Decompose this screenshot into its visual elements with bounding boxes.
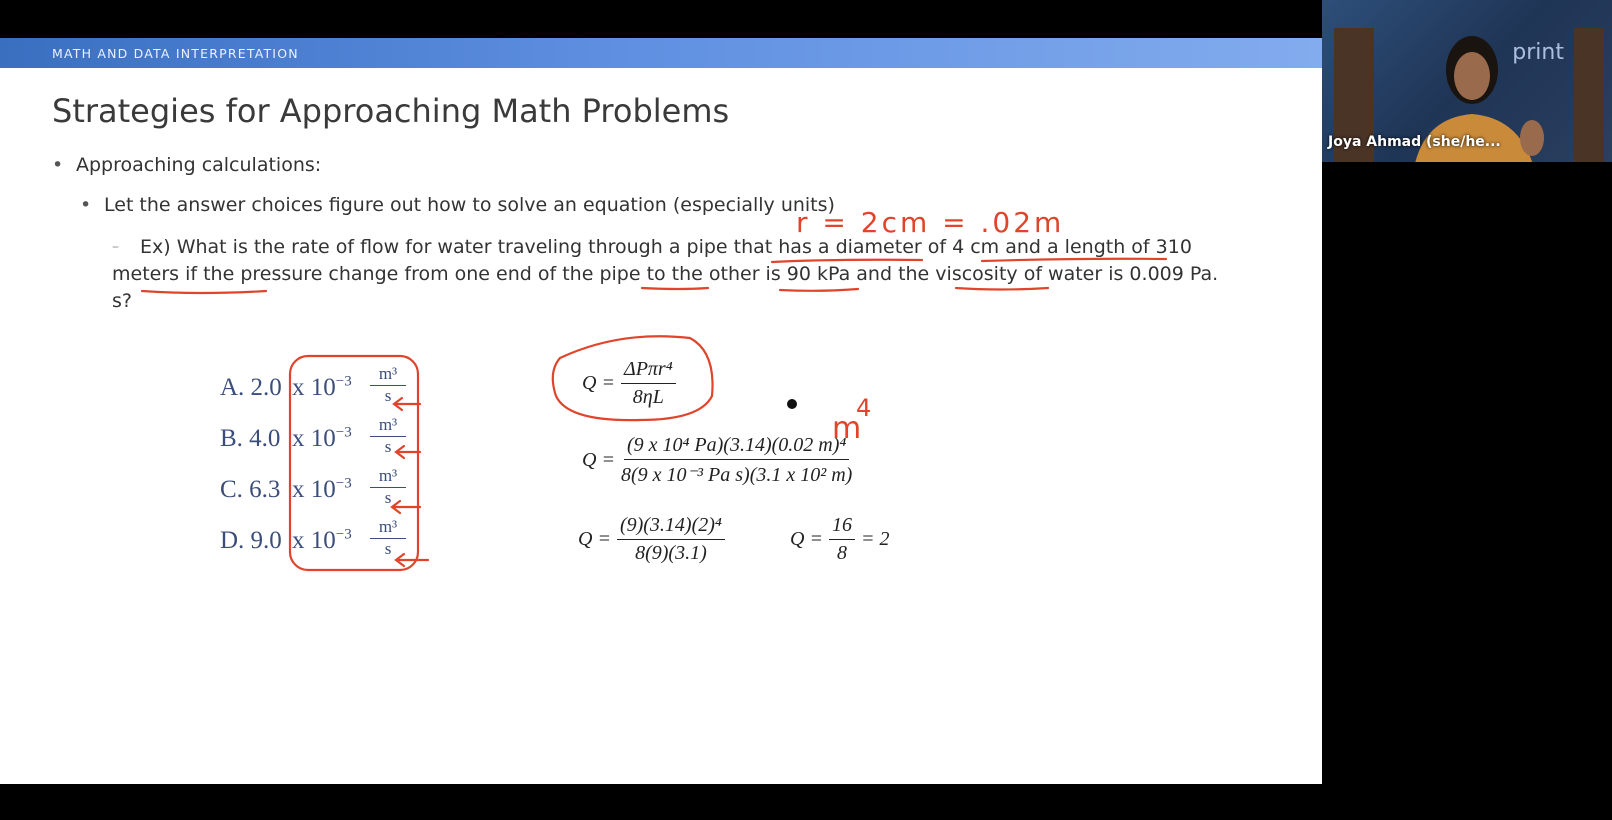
ink-radius-note: r = 2cm = .02m [796, 206, 1065, 239]
unit-fraction: $\frac{\text{m³}}{s}$ [370, 517, 406, 559]
answer-choice-b: B. 4.0 x $10^{-3}$ $\frac{\text{m³}}{s}$ [220, 425, 352, 476]
unit-fraction: $\frac{\text{m³}}{s}$ [370, 364, 406, 406]
background-brand-text: print [1512, 40, 1564, 65]
bullet-answer-choices: • Let the answer choices figure out how to solve an equation (especially units) [80, 194, 835, 216]
webcam-video-tile[interactable] [1322, 0, 1612, 162]
ink-units-exponent: 4 [856, 394, 872, 422]
answer-choice-d: D. 9.0 x $10^{-3}$ $\frac{\text{m³}}{s}$ [220, 527, 352, 578]
slide-header-bar [0, 38, 1322, 68]
presentation-slide [0, 38, 1322, 784]
ink-units-note: m [832, 411, 862, 446]
slide-title: Strategies for Approaching Math Problems [52, 92, 730, 130]
bullet-dash-icon: – [112, 239, 119, 255]
poiseuille-formula: Q = $\frac{\text{ΔPπr⁴}}{8\eta L}$ [582, 358, 682, 409]
participant-name-label: Joya Ahmad (she/he... [1328, 134, 1501, 150]
result-formula: Q = $\frac{16}{8}$ = 2 [790, 514, 890, 564]
answer-choice-c: C. 6.3 x $10^{-3}$ $\frac{\text{m³}}{s}$ [220, 476, 352, 527]
slide-section-label: MATH AND DATA INTERPRETATION [52, 46, 299, 61]
simplified-formula: Q = $\frac{\text{(9)(3.14)(2)⁴}}{8(9)(3.1)}$ [578, 514, 731, 565]
bullet-example-question: – Ex) What is the rate of flow for water traveling through a pipe that has a diameter of 4 cm and a length of 310 meters if the pressure change from one end of the pipe to the other is 90 kPa and the viscosity of water is 0.009 Pa. s? [112, 236, 1219, 312]
unit-fraction: $\frac{\text{m³}}{s}$ [370, 466, 406, 508]
unit-fraction: $\frac{\text{m³}}{s}$ [370, 415, 406, 457]
bullet-dot-icon: • [80, 194, 92, 216]
answer-choice-a: A. 2.0 x $10^{-3}$ $\frac{\text{m³}}{s}$ [220, 374, 352, 425]
substituted-formula: Q = $\frac{\text{(9 x 10⁴ Pa)(3.14)(0.02 m)⁴}}{\text{8(9 x 10⁻³ Pa s)(3.1 x 10² m)}}$ [582, 434, 853, 486]
bookshelf-right [1574, 28, 1604, 162]
bullet-dot-icon: • [52, 154, 64, 176]
bullet-approaching-calculations: • Approaching calculations: [52, 154, 322, 176]
answer-choices [220, 364, 398, 578]
